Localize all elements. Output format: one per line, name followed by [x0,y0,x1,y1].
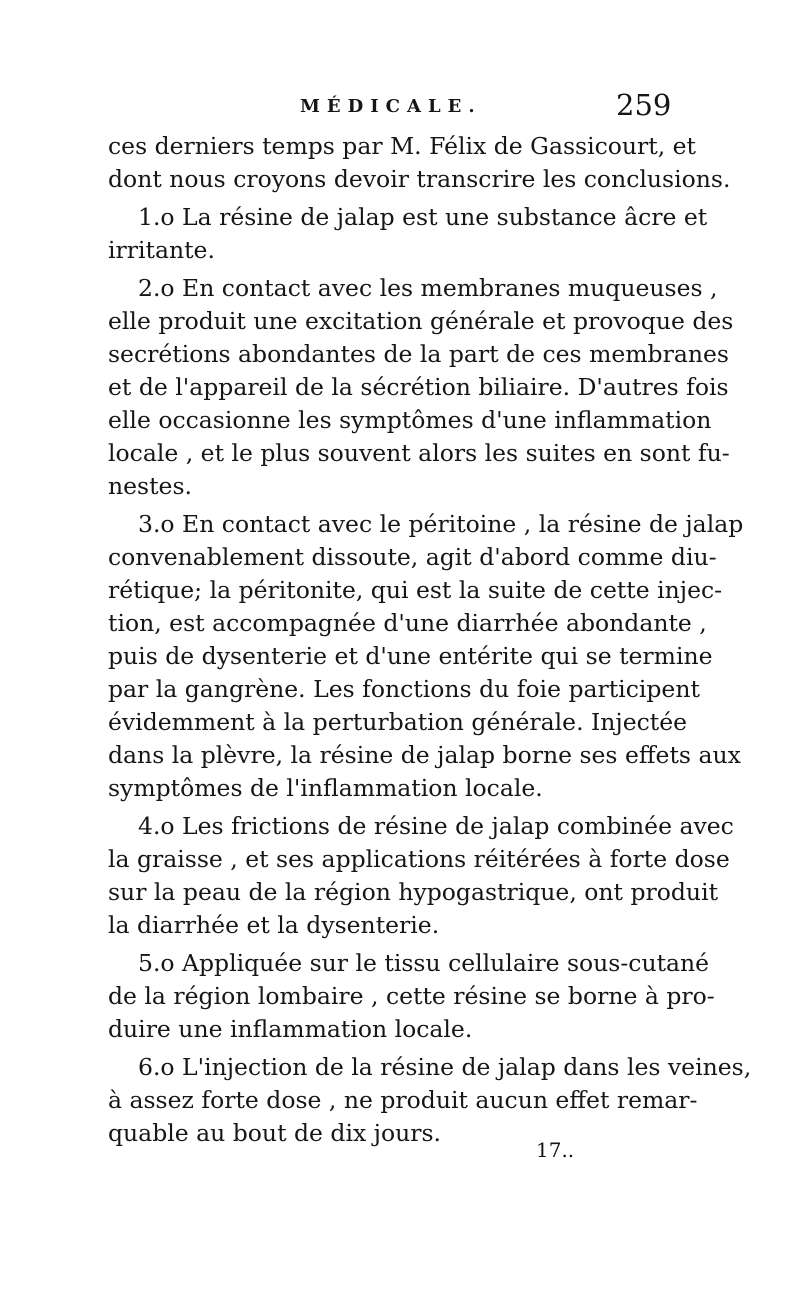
paragraph-p3 [108,508,744,805]
text-line: nestes. [108,472,192,500]
text-line: convenablement dissoute, agit d'abord comme diu- [108,543,717,571]
text-line: par la gangrène. Les fonctions du foie participent [108,675,700,703]
text-line: 3.o En contact avec le péritoine , la résine de jalap [138,510,744,538]
text-line: irritante. [108,236,215,264]
text-line: et de l'appareil de la sécrétion biliaire. D'autres fois [108,373,729,401]
text-line: locale , et le plus souvent alors les suites en sont fu- [108,439,730,467]
text-line: à assez forte dose , ne produit aucun effet remar- [108,1086,698,1114]
text-line: dont nous croyons devoir transcrire les conclusions. [108,165,731,193]
text-line: symptômes de l'inflammation locale. [108,774,543,802]
paragraph-p6 [108,1051,752,1150]
paragraph-p2 [108,272,734,503]
text-line: duire une inflammation locale. [108,1015,473,1043]
text-line: 2.o En contact avec les membranes muqueuses , [138,274,718,302]
text-line: 5.o Appliquée sur le tissu cellulaire sous-cutané [138,949,710,977]
text-line: tion, est accompagnée d'une diarrhée abondante , [108,609,707,637]
paragraph-p1 [108,201,708,267]
text-line: évidemment à la perturbation générale. Injectée [108,708,688,736]
text-line: elle occasionne les symptômes d'une inflammation [108,406,712,434]
text-line: quable au bout de dix jours. [108,1119,442,1147]
body-text [108,130,752,1150]
text-line: dans la plèvre, la résine de jalap borne ses effets aux [108,741,741,769]
text-line: rétique; la péritonite, qui est la suite de cette injec- [108,576,723,604]
text-line: de la région lombaire , cette résine se borne à pro- [108,982,715,1010]
text-line: elle produit une excitation générale et provoque des [108,307,734,335]
text-line: ces derniers temps par M. Félix de Gassicourt, et [108,132,697,160]
text-line: secrétions abondantes de la part de ces membranes [108,340,729,368]
paragraph-intro [108,130,731,196]
signature-mark: 17.. [536,1138,575,1162]
text-line: la graisse , et ses applications réitérées à forte dose [108,845,730,873]
text-line: sur la peau de la région hypogastrique, ont produit [108,878,719,906]
text-line: 6.o L'injection de la résine de jalap dans les veines, [138,1053,752,1081]
text-line: la diarrhée et la dysenterie. [108,911,440,939]
paragraph-p5 [108,947,715,1046]
page-header [0,88,800,128]
text-line: puis de dysenterie et d'une entérite qui se termine [108,642,713,670]
text-line: 1.o La résine de jalap est une substance âcre et [138,203,708,231]
text-line: 4.o Les frictions de résine de jalap combinée avec [138,812,734,840]
page-number: 259 [616,88,672,122]
paragraph-p4 [108,810,734,942]
running-title: MÉDICALE. [300,96,482,117]
